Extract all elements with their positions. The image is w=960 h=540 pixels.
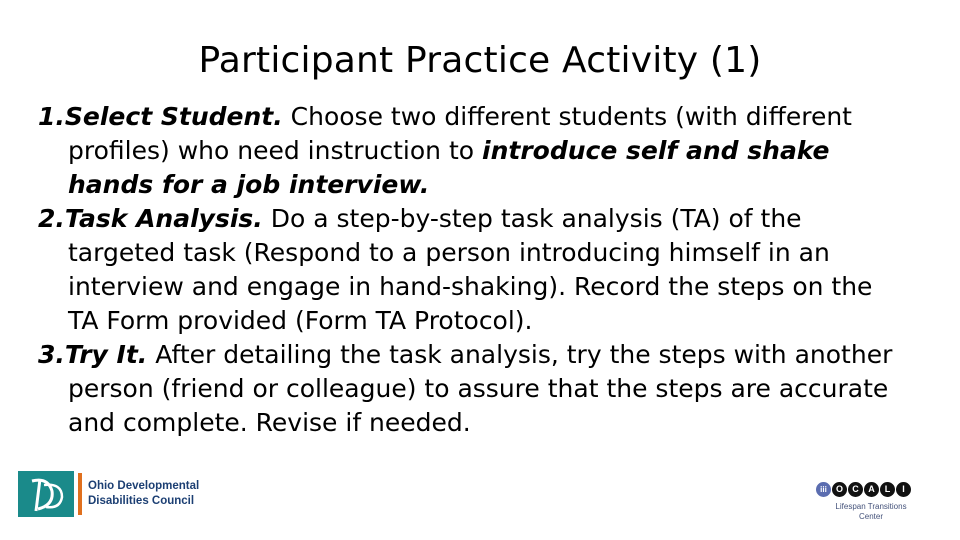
ocali-people-icon: iii [816, 482, 831, 497]
activity-list [38, 100, 908, 440]
ohio-developmental-disabilities-council-logo [18, 471, 228, 517]
item-lead: Try It. [64, 340, 148, 369]
item-text: Do a step-by-step task analysis (TA) of the targeted task (Respond to a person introducing himself in an interview and engage in hand-shaking). Record the steps on the TA Form provided (Form TA Protocol). [68, 204, 873, 335]
odd-logo-text [88, 479, 199, 509]
ocali-tagline [816, 502, 926, 522]
ocali-letter: I [896, 482, 911, 497]
item-emphasis: introduce self and shake hands for a job interview. [68, 136, 830, 199]
item-number: 1. [38, 102, 65, 131]
ocali-wordmark [816, 482, 912, 500]
item-number: 3. [38, 340, 65, 369]
item-text: After detailing the task analysis, try the steps with another person (friend or colleague) to assure that the steps are accurate and complete. Revise if needed. [68, 340, 893, 437]
item-text: Choose two different students (with different profiles) who need instruction to [68, 102, 852, 165]
ocali-letter: C [848, 482, 863, 497]
item-number: 2. [38, 204, 65, 233]
odd-logo-mark-icon [18, 471, 74, 517]
list-item-select-student [38, 100, 908, 202]
odd-logo-line2: Disabilities Council [88, 495, 195, 507]
list-item-try-it [38, 338, 908, 440]
odd-logo-line1: Ohio Developmental [88, 480, 200, 492]
odd-logo-divider [78, 473, 82, 515]
ocali-letter: A [864, 482, 879, 497]
slide-title: Participant Practice Activity (1) [198, 40, 762, 81]
ocali-letter: L [880, 482, 895, 497]
ocali-logo [816, 482, 942, 526]
ocali-tagline-line1: Lifespan Transitions [835, 502, 907, 511]
ocali-letter: O [832, 482, 847, 497]
item-lead: Task Analysis. [64, 204, 263, 233]
item-lead: Select Student. [64, 102, 283, 131]
ocali-tagline-line2: Center [858, 512, 883, 521]
list-item-task-analysis [38, 202, 908, 338]
